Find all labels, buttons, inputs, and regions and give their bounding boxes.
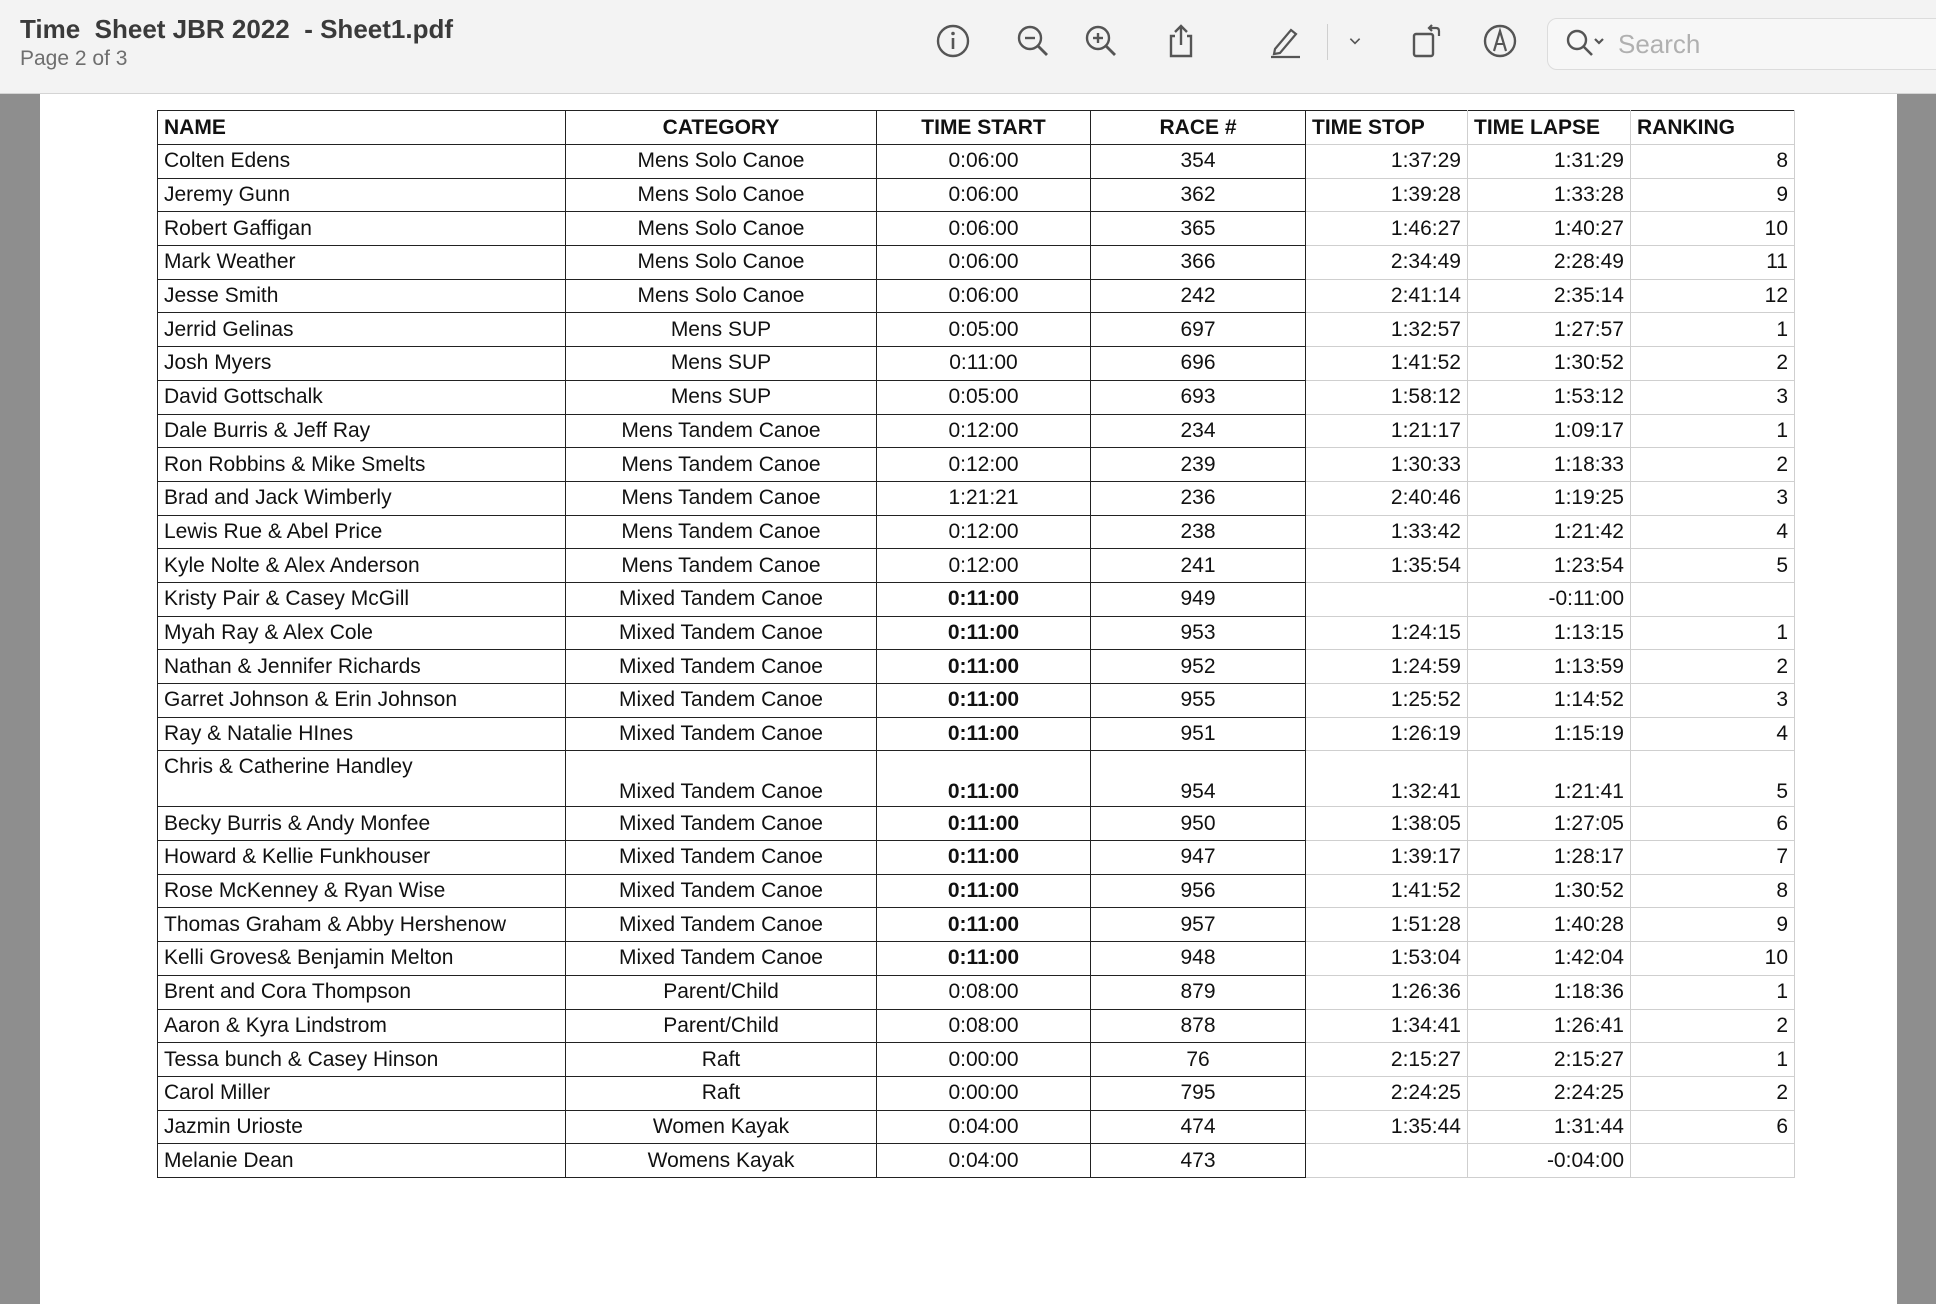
name-cell: Brad and Jack Wimberly [158, 481, 566, 515]
time-lapse-cell: 1:15:19 [1468, 717, 1631, 751]
page-indicator: Page 2 of 3 [20, 47, 128, 70]
name-cell: Josh Myers [158, 347, 566, 381]
time-sheet-table [157, 110, 1795, 1178]
category-cell: Mens SUP [566, 380, 877, 414]
table-row [158, 942, 1795, 976]
category-cell: Raft [566, 1043, 877, 1077]
name-cell: Colten Edens [158, 145, 566, 179]
race-number-cell: 955 [1091, 684, 1306, 718]
rotate-button[interactable] [1403, 18, 1449, 64]
time-stop-cell: 1:32:41 [1306, 751, 1468, 807]
time-lapse-cell: 2:15:27 [1468, 1043, 1631, 1077]
ranking-cell: 4 [1631, 515, 1795, 549]
annotate-button[interactable] [1477, 18, 1523, 64]
race-number-cell: 234 [1091, 414, 1306, 448]
time-lapse-cell: 1:42:04 [1468, 942, 1631, 976]
table-row [158, 145, 1795, 179]
markup-options-dropdown[interactable] [1332, 18, 1378, 64]
table-row [158, 908, 1795, 942]
table-row [158, 380, 1795, 414]
time-lapse-cell: 1:23:54 [1468, 549, 1631, 583]
category-cell: Mens Solo Canoe [566, 145, 877, 179]
category-cell: Mens Solo Canoe [566, 212, 877, 246]
table-row [158, 1144, 1795, 1178]
category-cell: Mens Tandem Canoe [566, 515, 877, 549]
table-row [158, 874, 1795, 908]
name-cell: Jazmin Urioste [158, 1110, 566, 1144]
time-start-cell: 0:06:00 [877, 178, 1091, 212]
race-number-cell: 957 [1091, 908, 1306, 942]
time-stop-cell: 1:32:57 [1306, 313, 1468, 347]
table-row [158, 212, 1795, 246]
name-cell: Rose McKenney & Ryan Wise [158, 874, 566, 908]
header-ranking: RANKING [1631, 111, 1795, 145]
race-number-cell: 76 [1091, 1043, 1306, 1077]
table-body [158, 145, 1795, 1178]
name-cell: Becky Burris & Andy Monfee [158, 807, 566, 841]
category-cell: Mixed Tandem Canoe [566, 717, 877, 751]
race-number-cell: 947 [1091, 841, 1306, 875]
time-stop-cell: 1:58:12 [1306, 380, 1468, 414]
name-cell: Ray & Natalie HInes [158, 717, 566, 751]
table-row [158, 313, 1795, 347]
ranking-cell: 10 [1631, 212, 1795, 246]
header-race-number: RACE # [1091, 111, 1306, 145]
time-stop-cell: 2:41:14 [1306, 279, 1468, 313]
time-start-cell: 0:11:00 [877, 874, 1091, 908]
ranking-cell: 1 [1631, 1043, 1795, 1077]
info-button[interactable] [930, 18, 976, 64]
time-lapse-cell: 1:26:41 [1468, 1009, 1631, 1043]
markup-pen-circle-icon [1481, 22, 1519, 60]
time-stop-cell: 1:53:04 [1306, 942, 1468, 976]
time-start-cell: 0:06:00 [877, 145, 1091, 179]
ranking-cell: 1 [1631, 414, 1795, 448]
header-time-stop: TIME STOP [1306, 111, 1468, 145]
time-start-cell: 0:11:00 [877, 942, 1091, 976]
category-cell: Mixed Tandem Canoe [566, 874, 877, 908]
time-stop-cell [1306, 582, 1468, 616]
table-row [158, 481, 1795, 515]
race-number-cell: 354 [1091, 145, 1306, 179]
time-start-cell: 0:12:00 [877, 414, 1091, 448]
time-start-cell: 0:08:00 [877, 1009, 1091, 1043]
table-row [158, 448, 1795, 482]
pencil-icon [1266, 22, 1304, 60]
category-cell: Mixed Tandem Canoe [566, 807, 877, 841]
ranking-cell: 9 [1631, 178, 1795, 212]
category-cell: Mens SUP [566, 313, 877, 347]
time-lapse-cell: 1:09:17 [1468, 414, 1631, 448]
name-cell: Lewis Rue & Abel Price [158, 515, 566, 549]
time-lapse-cell: 1:27:57 [1468, 313, 1631, 347]
race-number-cell: 956 [1091, 874, 1306, 908]
table-row [158, 717, 1795, 751]
name-cell: Jeremy Gunn [158, 178, 566, 212]
category-cell: Mixed Tandem Canoe [566, 616, 877, 650]
category-cell: Mixed Tandem Canoe [566, 908, 877, 942]
zoom-in-icon [1082, 22, 1120, 60]
race-number-cell: 795 [1091, 1076, 1306, 1110]
time-stop-cell: 1:30:33 [1306, 448, 1468, 482]
time-start-cell: 0:12:00 [877, 448, 1091, 482]
ranking-cell: 9 [1631, 908, 1795, 942]
name-cell: David Gottschalk [158, 380, 566, 414]
time-lapse-cell: 1:30:52 [1468, 874, 1631, 908]
time-stop-cell: 2:24:25 [1306, 1076, 1468, 1110]
time-stop-cell: 1:33:42 [1306, 515, 1468, 549]
time-stop-cell: 1:26:19 [1306, 717, 1468, 751]
table-row [158, 807, 1795, 841]
name-cell: Kristy Pair & Casey McGill [158, 582, 566, 616]
category-cell: Mens Tandem Canoe [566, 549, 877, 583]
ranking-cell: 2 [1631, 448, 1795, 482]
table-row [158, 751, 1795, 807]
toolbar-divider [1327, 24, 1328, 60]
name-cell: Howard & Kellie Funkhouser [158, 841, 566, 875]
time-stop-cell: 1:39:17 [1306, 841, 1468, 875]
time-start-cell: 0:04:00 [877, 1110, 1091, 1144]
time-lapse-cell: 1:31:44 [1468, 1110, 1631, 1144]
zoom-out-button[interactable] [1010, 18, 1056, 64]
table-row [158, 975, 1795, 1009]
table-row [158, 1009, 1795, 1043]
table-row [158, 582, 1795, 616]
time-stop-cell: 1:24:59 [1306, 650, 1468, 684]
ranking-cell: 2 [1631, 650, 1795, 684]
time-start-cell: 1:21:21 [877, 481, 1091, 515]
header-name: NAME [158, 111, 566, 145]
header-time-lapse: TIME LAPSE [1468, 111, 1631, 145]
ranking-cell: 6 [1631, 807, 1795, 841]
time-lapse-cell: 1:40:28 [1468, 908, 1631, 942]
ranking-cell: 2 [1631, 1076, 1795, 1110]
time-start-cell: 0:00:00 [877, 1076, 1091, 1110]
name-cell: Ron Robbins & Mike Smelts [158, 448, 566, 482]
ranking-cell [1631, 1144, 1795, 1178]
table-row [158, 178, 1795, 212]
race-number-cell: 696 [1091, 347, 1306, 381]
time-lapse-cell: 1:18:36 [1468, 975, 1631, 1009]
time-start-cell: 0:04:00 [877, 1144, 1091, 1178]
time-start-cell: 0:11:00 [877, 717, 1091, 751]
time-start-cell: 0:12:00 [877, 515, 1091, 549]
race-number-cell: 948 [1091, 942, 1306, 976]
ranking-cell: 2 [1631, 347, 1795, 381]
category-cell: Mixed Tandem Canoe [566, 841, 877, 875]
category-cell: Mixed Tandem Canoe [566, 751, 877, 807]
ranking-cell: 3 [1631, 481, 1795, 515]
race-number-cell: 366 [1091, 246, 1306, 280]
category-cell: Mens SUP [566, 347, 877, 381]
name-cell: Robert Gaffigan [158, 212, 566, 246]
time-stop-cell: 1:24:15 [1306, 616, 1468, 650]
category-cell: Mens Solo Canoe [566, 279, 877, 313]
time-start-cell: 0:11:00 [877, 582, 1091, 616]
time-start-cell: 0:06:00 [877, 212, 1091, 246]
name-cell: Aaron & Kyra Lindstrom [158, 1009, 566, 1043]
time-stop-cell: 1:21:17 [1306, 414, 1468, 448]
name-cell: Kelli Groves& Benjamin Melton [158, 942, 566, 976]
race-number-cell: 952 [1091, 650, 1306, 684]
time-lapse-cell: 1:27:05 [1468, 807, 1631, 841]
time-start-cell: 0:11:00 [877, 908, 1091, 942]
name-cell: Thomas Graham & Abby Hershenow [158, 908, 566, 942]
ranking-cell: 12 [1631, 279, 1795, 313]
category-cell: Mixed Tandem Canoe [566, 650, 877, 684]
category-cell: Womens Kayak [566, 1144, 877, 1178]
time-start-cell: 0:11:00 [877, 751, 1091, 807]
time-lapse-cell: 1:18:33 [1468, 448, 1631, 482]
table-row [158, 1043, 1795, 1077]
ranking-cell: 11 [1631, 246, 1795, 280]
name-cell: Chris & Catherine Handley [158, 751, 566, 807]
rotate-icon [1407, 22, 1445, 60]
zoom-in-button[interactable] [1078, 18, 1124, 64]
time-start-cell: 0:05:00 [877, 313, 1091, 347]
time-stop-cell: 1:38:05 [1306, 807, 1468, 841]
name-cell: Myah Ray & Alex Cole [158, 616, 566, 650]
race-number-cell: 697 [1091, 313, 1306, 347]
race-number-cell: 236 [1091, 481, 1306, 515]
race-number-cell: 879 [1091, 975, 1306, 1009]
category-cell: Mixed Tandem Canoe [566, 684, 877, 718]
race-number-cell: 693 [1091, 380, 1306, 414]
table-row [158, 684, 1795, 718]
table-row [158, 841, 1795, 875]
time-stop-cell: 2:34:49 [1306, 246, 1468, 280]
category-cell: Mixed Tandem Canoe [566, 582, 877, 616]
time-start-cell: 0:11:00 [877, 684, 1091, 718]
table-row [158, 549, 1795, 583]
time-stop-cell: 1:46:27 [1306, 212, 1468, 246]
name-cell: Melanie Dean [158, 1144, 566, 1178]
ranking-cell: 5 [1631, 549, 1795, 583]
name-cell: Mark Weather [158, 246, 566, 280]
time-stop-cell [1306, 1144, 1468, 1178]
race-number-cell: 362 [1091, 178, 1306, 212]
time-stop-cell: 1:34:41 [1306, 1009, 1468, 1043]
time-stop-cell: 1:26:36 [1306, 975, 1468, 1009]
race-number-cell: 365 [1091, 212, 1306, 246]
chevron-down-icon [1344, 30, 1366, 52]
zoom-out-icon [1014, 22, 1052, 60]
name-cell: Carol Miller [158, 1076, 566, 1110]
table-row [158, 616, 1795, 650]
race-number-cell: 953 [1091, 616, 1306, 650]
name-cell: Brent and Cora Thompson [158, 975, 566, 1009]
time-lapse-cell: 1:28:17 [1468, 841, 1631, 875]
toolbar [0, 0, 1936, 94]
time-start-cell: 0:11:00 [877, 841, 1091, 875]
race-number-cell: 473 [1091, 1144, 1306, 1178]
ranking-cell: 1 [1631, 313, 1795, 347]
race-number-cell: 241 [1091, 549, 1306, 583]
time-start-cell: 0:00:00 [877, 1043, 1091, 1077]
search-icon [1564, 27, 1608, 61]
ranking-cell: 8 [1631, 145, 1795, 179]
time-stop-cell: 1:41:52 [1306, 347, 1468, 381]
ranking-cell: 1 [1631, 616, 1795, 650]
time-lapse-cell: 1:31:29 [1468, 145, 1631, 179]
time-start-cell: 0:11:00 [877, 650, 1091, 684]
ranking-cell: 7 [1631, 841, 1795, 875]
markup-button[interactable] [1262, 18, 1308, 64]
name-cell: Garret Johnson & Erin Johnson [158, 684, 566, 718]
share-icon [1162, 22, 1200, 60]
category-cell: Parent/Child [566, 975, 877, 1009]
time-start-cell: 0:08:00 [877, 975, 1091, 1009]
time-lapse-cell: 2:28:49 [1468, 246, 1631, 280]
time-lapse-cell: 2:24:25 [1468, 1076, 1631, 1110]
category-cell: Mixed Tandem Canoe [566, 942, 877, 976]
time-lapse-cell: 1:33:28 [1468, 178, 1631, 212]
time-stop-cell: 1:25:52 [1306, 684, 1468, 718]
share-button[interactable] [1158, 18, 1204, 64]
race-number-cell: 950 [1091, 807, 1306, 841]
name-cell: Tessa bunch & Casey Hinson [158, 1043, 566, 1077]
time-start-cell: 0:11:00 [877, 616, 1091, 650]
search-input[interactable] [1618, 29, 1918, 60]
race-number-cell: 949 [1091, 582, 1306, 616]
time-lapse-cell: 1:13:15 [1468, 616, 1631, 650]
time-lapse-cell: 1:30:52 [1468, 347, 1631, 381]
category-cell: Mens Tandem Canoe [566, 414, 877, 448]
time-stop-cell: 1:39:28 [1306, 178, 1468, 212]
table-row [158, 347, 1795, 381]
race-number-cell: 951 [1091, 717, 1306, 751]
table-row [158, 246, 1795, 280]
race-number-cell: 878 [1091, 1009, 1306, 1043]
category-cell: Mens Tandem Canoe [566, 448, 877, 482]
ranking-cell: 3 [1631, 684, 1795, 718]
category-cell: Women Kayak [566, 1110, 877, 1144]
ranking-cell: 2 [1631, 1009, 1795, 1043]
ranking-cell: 1 [1631, 975, 1795, 1009]
time-lapse-cell: 1:21:41 [1468, 751, 1631, 807]
table-row [158, 650, 1795, 684]
ranking-cell [1631, 582, 1795, 616]
header-category: CATEGORY [566, 111, 877, 145]
race-number-cell: 238 [1091, 515, 1306, 549]
time-start-cell: 0:05:00 [877, 380, 1091, 414]
time-start-cell: 0:12:00 [877, 549, 1091, 583]
table-row [158, 414, 1795, 448]
time-lapse-cell: 1:19:25 [1468, 481, 1631, 515]
category-cell: Mens Tandem Canoe [566, 481, 877, 515]
time-start-cell: 0:06:00 [877, 246, 1091, 280]
document-title: Time Sheet JBR 2022 - Sheet1.pdf [20, 14, 453, 44]
category-cell: Mens Solo Canoe [566, 246, 877, 280]
name-cell: Nathan & Jennifer Richards [158, 650, 566, 684]
time-stop-cell: 1:35:54 [1306, 549, 1468, 583]
time-stop-cell: 2:40:46 [1306, 481, 1468, 515]
race-number-cell: 242 [1091, 279, 1306, 313]
race-number-cell: 239 [1091, 448, 1306, 482]
header-time-start: TIME START [877, 111, 1091, 145]
time-start-cell: 0:11:00 [877, 347, 1091, 381]
table-row [158, 1076, 1795, 1110]
time-start-cell: 0:06:00 [877, 279, 1091, 313]
search-box[interactable] [1547, 18, 1936, 70]
table-row [158, 279, 1795, 313]
ranking-cell: 3 [1631, 380, 1795, 414]
time-lapse-cell: -0:04:00 [1468, 1144, 1631, 1178]
race-number-cell: 954 [1091, 751, 1306, 807]
time-start-cell: 0:11:00 [877, 807, 1091, 841]
name-cell: Kyle Nolte & Alex Anderson [158, 549, 566, 583]
name-cell: Jerrid Gelinas [158, 313, 566, 347]
time-stop-cell: 1:37:29 [1306, 145, 1468, 179]
table-row [158, 515, 1795, 549]
category-cell: Parent/Child [566, 1009, 877, 1043]
name-cell: Jesse Smith [158, 279, 566, 313]
time-lapse-cell: -0:11:00 [1468, 582, 1631, 616]
time-lapse-cell: 1:53:12 [1468, 380, 1631, 414]
time-lapse-cell: 2:35:14 [1468, 279, 1631, 313]
time-lapse-cell: 1:40:27 [1468, 212, 1631, 246]
time-lapse-cell: 1:13:59 [1468, 650, 1631, 684]
table-row [158, 1110, 1795, 1144]
name-cell: Dale Burris & Jeff Ray [158, 414, 566, 448]
ranking-cell: 6 [1631, 1110, 1795, 1144]
time-stop-cell: 1:41:52 [1306, 874, 1468, 908]
ranking-cell: 5 [1631, 751, 1795, 807]
time-lapse-cell: 1:21:42 [1468, 515, 1631, 549]
ranking-cell: 10 [1631, 942, 1795, 976]
info-icon [934, 22, 972, 60]
ranking-cell: 4 [1631, 717, 1795, 751]
time-lapse-cell: 1:14:52 [1468, 684, 1631, 718]
pdf-page [40, 94, 1897, 1304]
time-stop-cell: 1:51:28 [1306, 908, 1468, 942]
table-header-row [158, 111, 1795, 145]
time-stop-cell: 2:15:27 [1306, 1043, 1468, 1077]
category-cell: Raft [566, 1076, 877, 1110]
category-cell: Mens Solo Canoe [566, 178, 877, 212]
race-number-cell: 474 [1091, 1110, 1306, 1144]
ranking-cell: 8 [1631, 874, 1795, 908]
time-stop-cell: 1:35:44 [1306, 1110, 1468, 1144]
